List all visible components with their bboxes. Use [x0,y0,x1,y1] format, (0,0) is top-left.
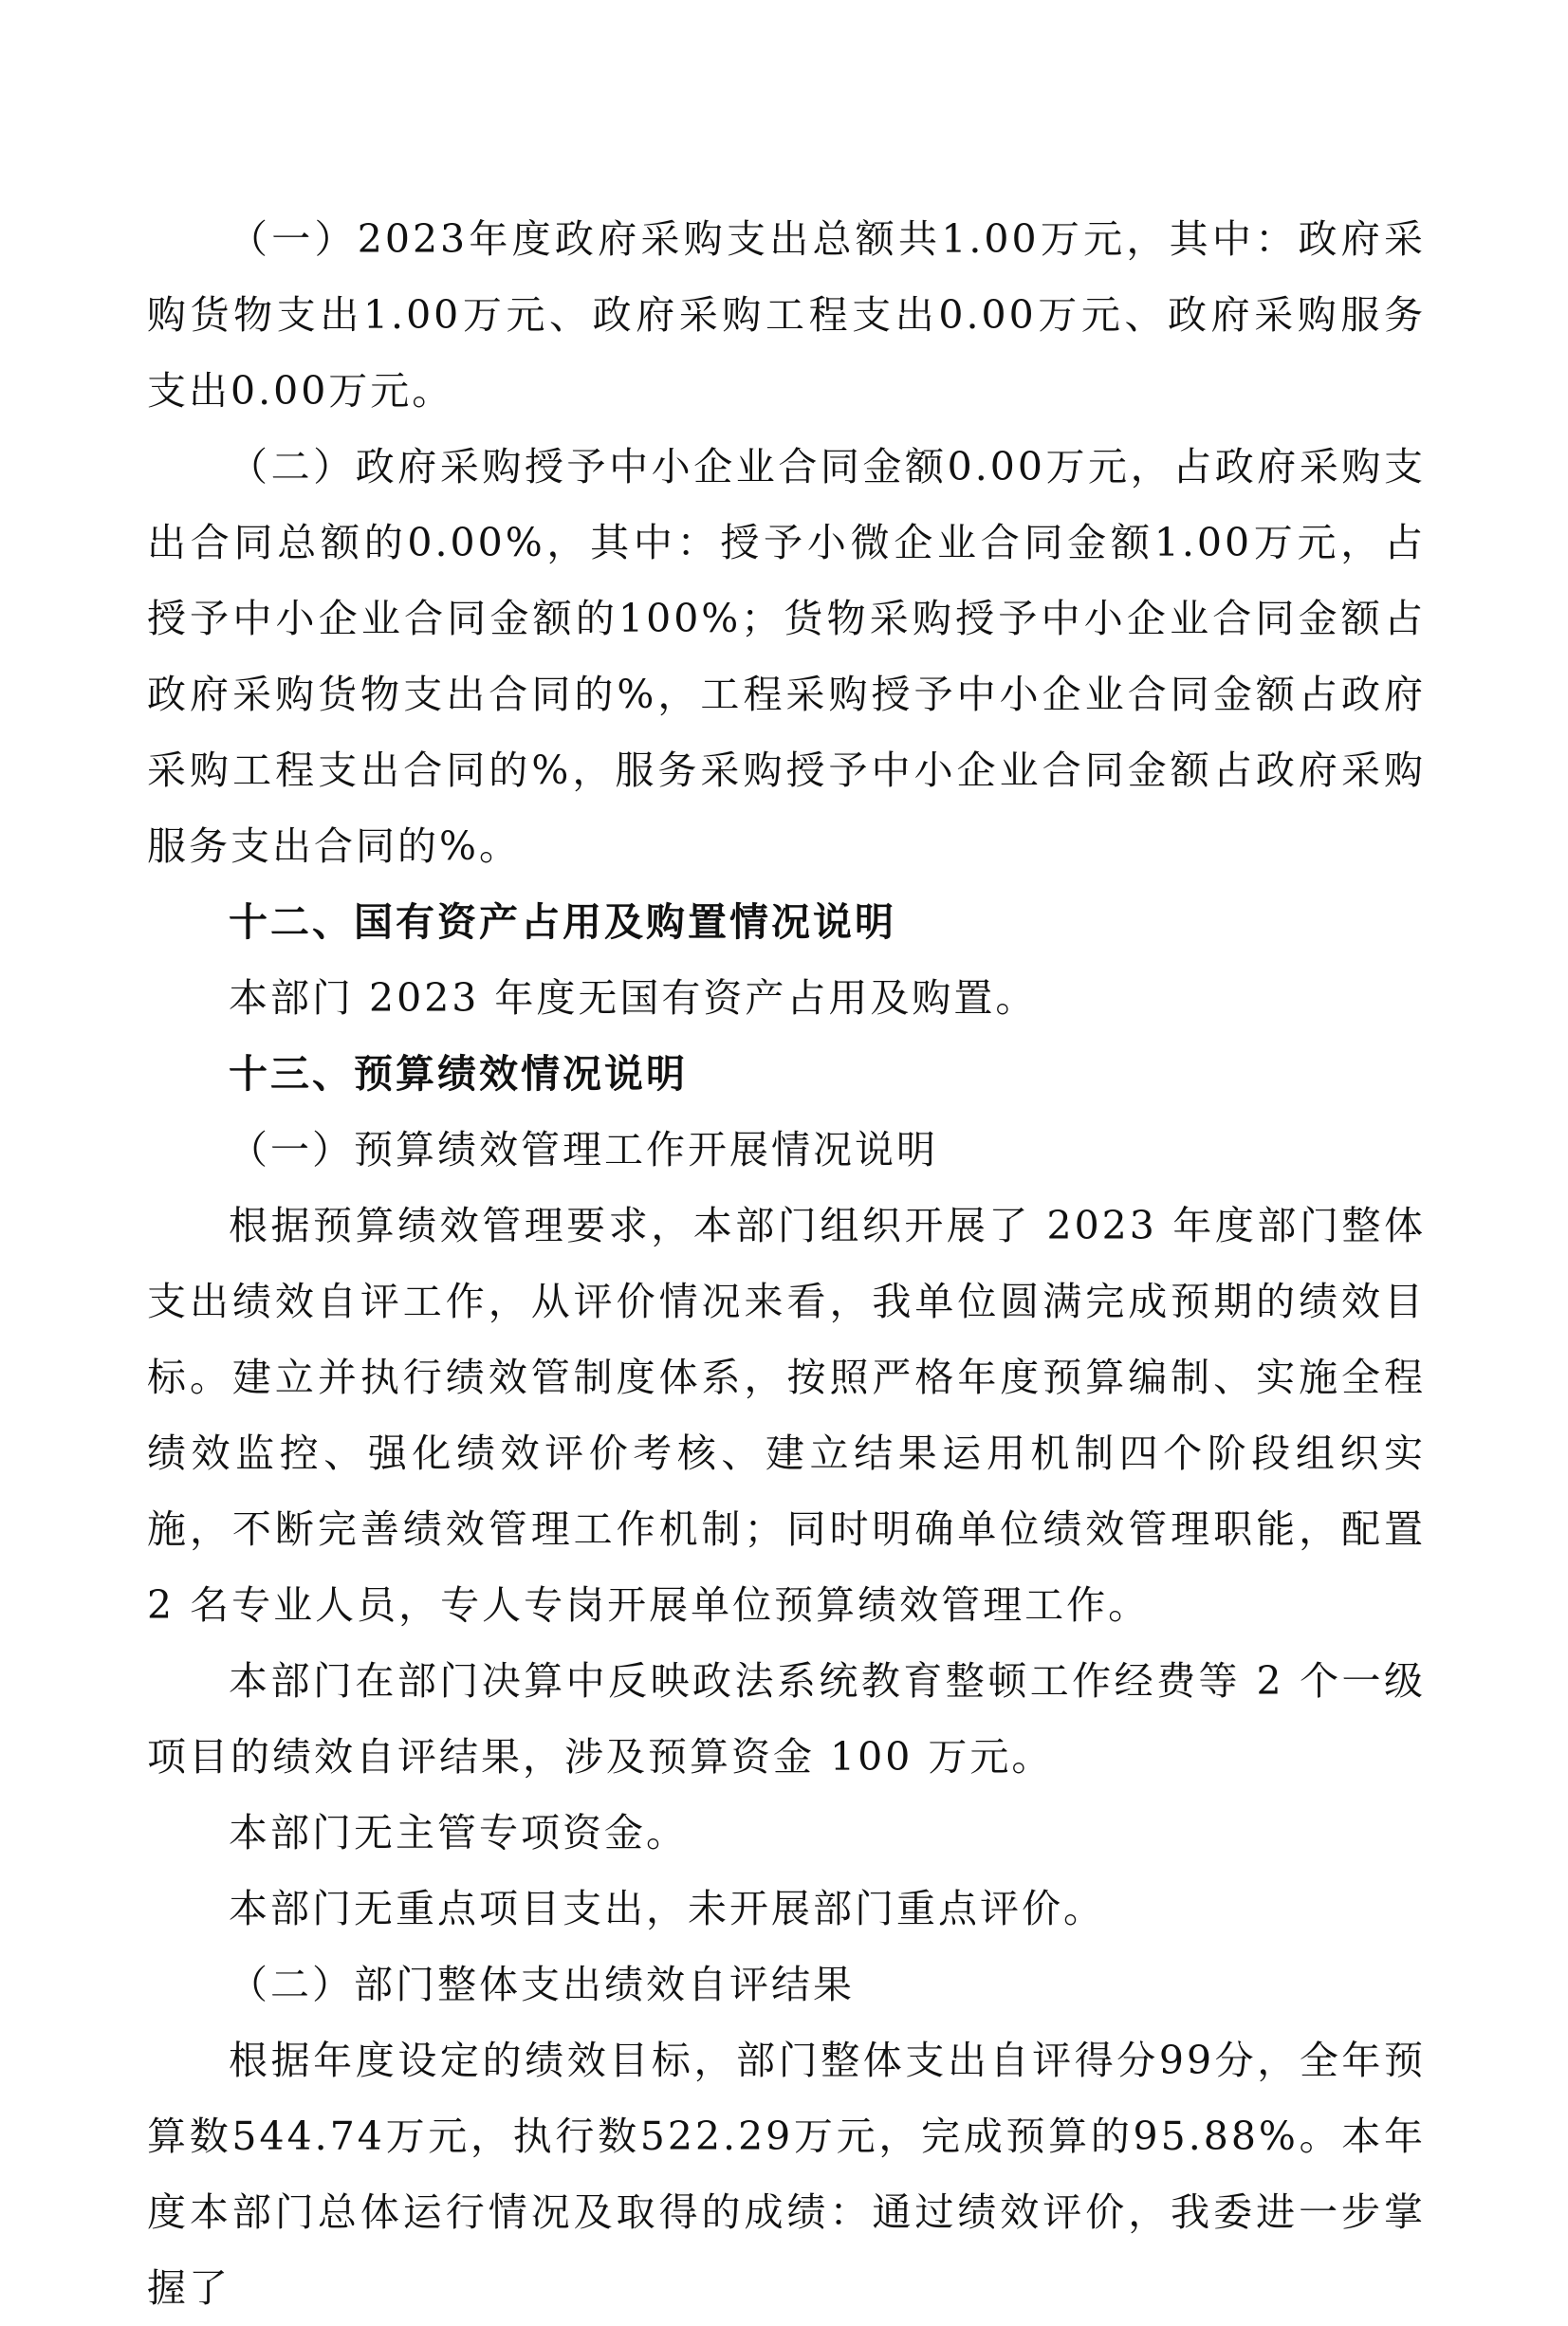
heading-budget-performance: 十三、预算绩效情况说明 [229,1051,688,1097]
subheading-overall-self-evaluation: （二）部门整体支出绩效自评结果 [229,1962,855,2007]
heading-state-assets: 十二、国有资产占用及购置情况说明 [229,899,896,945]
paragraph-procurement-total: （一）2023年度政府采购支出总额共1.00万元，其中：政府采购货物支出1.00万元、政府采购工程支出0.00万元、政府采购服务支出0.00万元。 [147,216,1426,414]
paragraph-overall-self-evaluation: 根据年度设定的绩效目标，部门整体支出自评得分99分，全年预算数544.74万元，执行数522.29万元，完成预算的95.88%。本年度本部门总体运行情况及取得的成绩：通过绩效评价，我委进一步掌握了 [147,2038,1426,2311]
subheading-performance-management: （一）预算绩效管理工作开展情况说明 [229,1127,938,1172]
paragraph-no-special-funds: 本部门无主管专项资金。 [229,1810,688,1855]
paragraph-no-key-projects: 本部门无重点项目支出，未开展部门重点评价。 [229,1886,1105,1931]
paragraph-project-self-evaluation: 本部门在部门决算中反映政法系统教育整顿工作经费等 2 个一级项目的绩效自评结果，涉及预算资金 100 万元。 [147,1658,1426,1780]
paragraph-state-assets: 本部门 2023 年度无国有资产占用及购置。 [229,975,1038,1021]
paragraph-sme-contracts: （二）政府采购授予中小企业合同金额0.00万元，占政府采购支出合同总额的0.00%，其中：授予小微企业合同金额1.00万元，占授予中小企业合同金额的100%；货物采购授予中小企业合同金额占政府采购货物支出合同的%，工程采购授予中小企业合同金额占政府采购工程支出合同的%，服务采购授予中小企业合同金额占政府采购服务支出合同的%。 [147,444,1426,869]
paragraph-performance-management: 根据预算绩效管理要求，本部门组织开展了 2023 年度部门整体支出绩效自评工作，从评价情况来看，我单位圆满完成预期的绩效目标。建立并执行绩效管制度体系，按照严格年度预算编制、实施全程绩效监控、强化绩效评价考核、建立结果运用机制四个阶段组织实施，不断完善绩效管理工作机制；同时明确单位绩效管理职能，配置 2 名专业人员，专人专岗开展单位预算绩效管理工作。 [147,1203,1442,1628]
document-body [147,201,1442,2326]
